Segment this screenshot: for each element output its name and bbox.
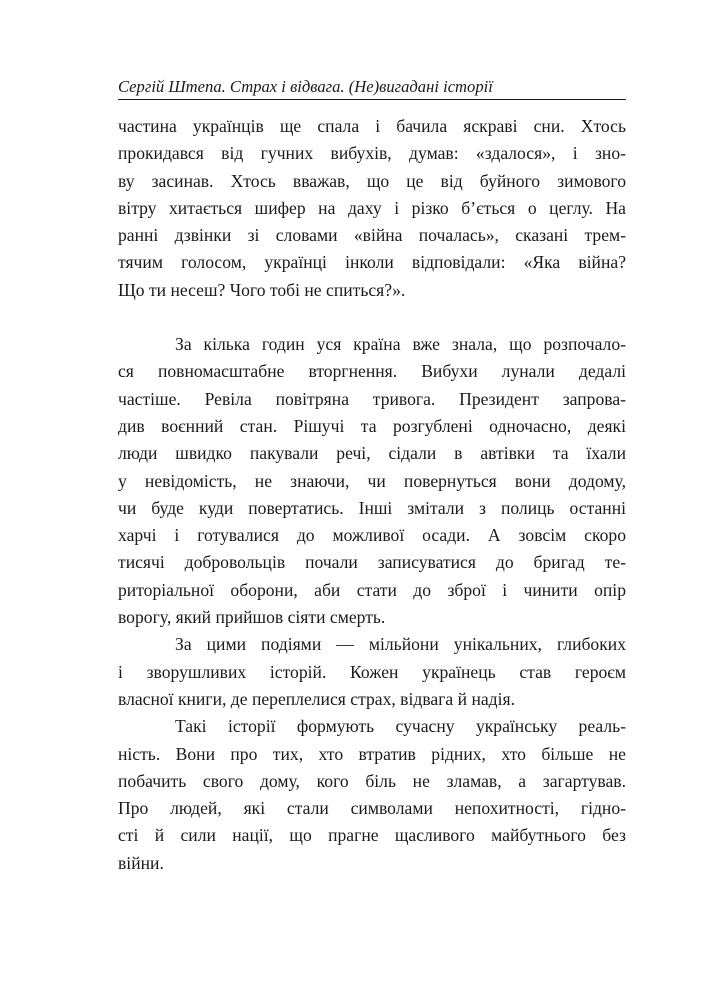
text-line: За кілька годин уся країна вже знала, що розпочало- xyxy=(175,334,626,355)
text-line: ранні дзвінки зі словами «війна почалась», сказані трем- xyxy=(118,225,626,246)
header-rule xyxy=(118,99,626,100)
text-line: війни. xyxy=(118,852,164,873)
text-line: ворогу, який прийшов сіяти смерть. xyxy=(118,607,386,628)
running-header: Сергій Штепа. Страх і відвага. (Не)вигадані історії xyxy=(118,77,493,96)
text-line: побачить свого дому, кого біль не зламав, а загартував. xyxy=(118,770,626,791)
text-line: частіше. Ревіла повітряна тривога. Президент запрова- xyxy=(118,388,626,409)
text-line: і зворушливих історій. Кожен українець став героєм xyxy=(118,661,626,682)
paragraph-3 xyxy=(118,631,626,713)
text-line: тисячі добровольців почали записуватися до бригад те- xyxy=(118,552,626,573)
text-line: Що ти несеш? Чого тобі не спиться?». xyxy=(118,279,406,300)
text-line: прокидався від гучних вибухів, думав: «здалося», і зно- xyxy=(118,143,626,164)
paragraph-1 xyxy=(118,113,626,304)
text-line: частина українців ще спала і бачила яскраві сни. Хтось xyxy=(118,116,626,136)
body-text xyxy=(118,113,626,877)
text-line: ся повномасштабне вторгнення. Вибухи лунали дедалі xyxy=(118,361,626,382)
text-line: тячим голосом, українці інколи відповідали: «Яка війна? xyxy=(118,252,626,273)
text-line: див воєнний стан. Рішучі та розгублені одночасно, деякі xyxy=(118,415,626,436)
text-line: За цими подіями — мільйони унікальних, глибоких xyxy=(175,634,626,655)
text-line: власної книги, де переплелися страх, відвага й надія. xyxy=(118,688,516,709)
text-line: Такі історії формують сучасну українську реаль- xyxy=(175,716,626,737)
text-line: ву засинав. Хтось вважав, що це від буйного зимового xyxy=(118,170,626,191)
text-line: харчі і готувалися до можливої осади. А зовсім скоро xyxy=(118,525,626,546)
text-line: риторіальної оборони, аби стати до зброї і чинити опір xyxy=(118,579,626,600)
text-line: Про людей, які стали символами непохитності, гідно- xyxy=(118,798,626,819)
text-line: ність. Вони про тих, хто втратив рідних, хто більше не xyxy=(118,743,626,764)
paragraph-2 xyxy=(118,331,626,631)
text-line: люди швидко пакували речі, сідали в автівки та їхали xyxy=(118,443,626,464)
text-line: сті й сили нації, що прагне щасливого майбутнього без xyxy=(118,825,626,846)
text-line: вітру хитається шифер на даху і різко б’ється о цеглу. На xyxy=(118,197,626,218)
paragraph-4 xyxy=(118,713,626,877)
text-line: чи буде куди повертатись. Інші змітали з полиць останні xyxy=(118,497,626,518)
text-line: у невідомість, не знаючи, чи повернуться вони додому, xyxy=(118,470,626,491)
